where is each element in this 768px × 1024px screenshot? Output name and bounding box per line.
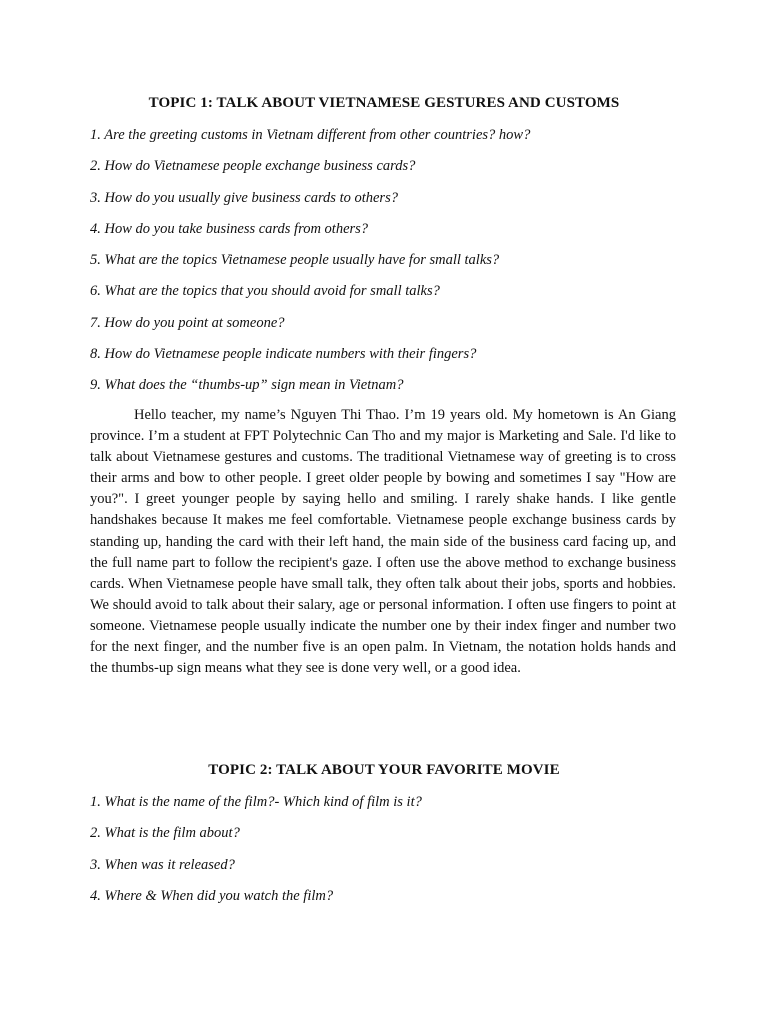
topic-1-question: 4. How do you take business cards from others? bbox=[90, 220, 369, 237]
topic-2-title: TOPIC 2: TALK ABOUT YOUR FAVORITE MOVIE bbox=[208, 762, 560, 778]
topic-1-question: 5. What are the topics Vietnamese people usually have for small talks? bbox=[90, 252, 500, 269]
topic-1-question: 2. How do Vietnamese people exchange business cards? bbox=[90, 158, 416, 175]
topic-2-question-list bbox=[90, 787, 690, 912]
topic-2-question: 3. When was it released? bbox=[90, 856, 235, 873]
topic-1-question: 7. How do you point at someone? bbox=[90, 314, 285, 331]
topic-1-question: 9. What does the “thumbs-up” sign mean in Vietnam? bbox=[90, 377, 404, 394]
topic-2-question: 4. Where & When did you watch the film? bbox=[90, 887, 334, 904]
topic-1-question-list bbox=[90, 120, 690, 402]
topic-1-question: 3. How do you usually give business cards to others? bbox=[90, 189, 398, 206]
topic-1-answer-paragraph: Hello teacher, my name’s Nguyen Thi Thao. I’m 19 years old. My hometown is An Giang province. I’m a student at FPT Polytechnic Can Tho and my major is Marketing and Sale. I'd like to talk about Vietnamese gestures and customs. The traditional Vietnamese way of greeting is to cross their arms and bow to other people. I greet older people by bowing and sometimes I say "How are you?". I greet younger people by saying hello and smiling. I rarely shake hands. I like gentle handshakes because It makes me feel comfortable. Vietnamese people exchange business cards by standing up, handing the card with their left hand, the main side of the business card facing up, and the full name part to follow the recipient's gaze. I often use the above method to exchange business cards. When Vietnamese people have small talk, they often talk about their jobs, sports and hobbies. We should avoid to talk about their salary, age or personal information. I often use fingers to point at someone. Vietnamese people usually indicate the number one by their index finger and number two for the next finger, and the number five is an open palm. In Vietnam, the notation holds hands and the thumbs-up sign means what they see is done very well, or a good idea. bbox=[90, 407, 676, 677]
topic-1-question: 8. How do Vietnamese people indicate numbers with their fingers? bbox=[90, 346, 477, 363]
topic-1-question: 6. What are the topics that you should avoid for small talks? bbox=[90, 283, 440, 300]
topic-2-question: 2. What is the film about? bbox=[90, 825, 240, 842]
topic-1-question: 1. Are the greeting customs in Vietnam different from other countries? how? bbox=[90, 127, 531, 143]
topic-1-title: TOPIC 1: TALK ABOUT VIETNAMESE GESTURES AND CUSTOMS bbox=[148, 95, 620, 111]
topic-2-question: 1. What is the name of the film?- Which kind of film is it? bbox=[90, 794, 422, 810]
